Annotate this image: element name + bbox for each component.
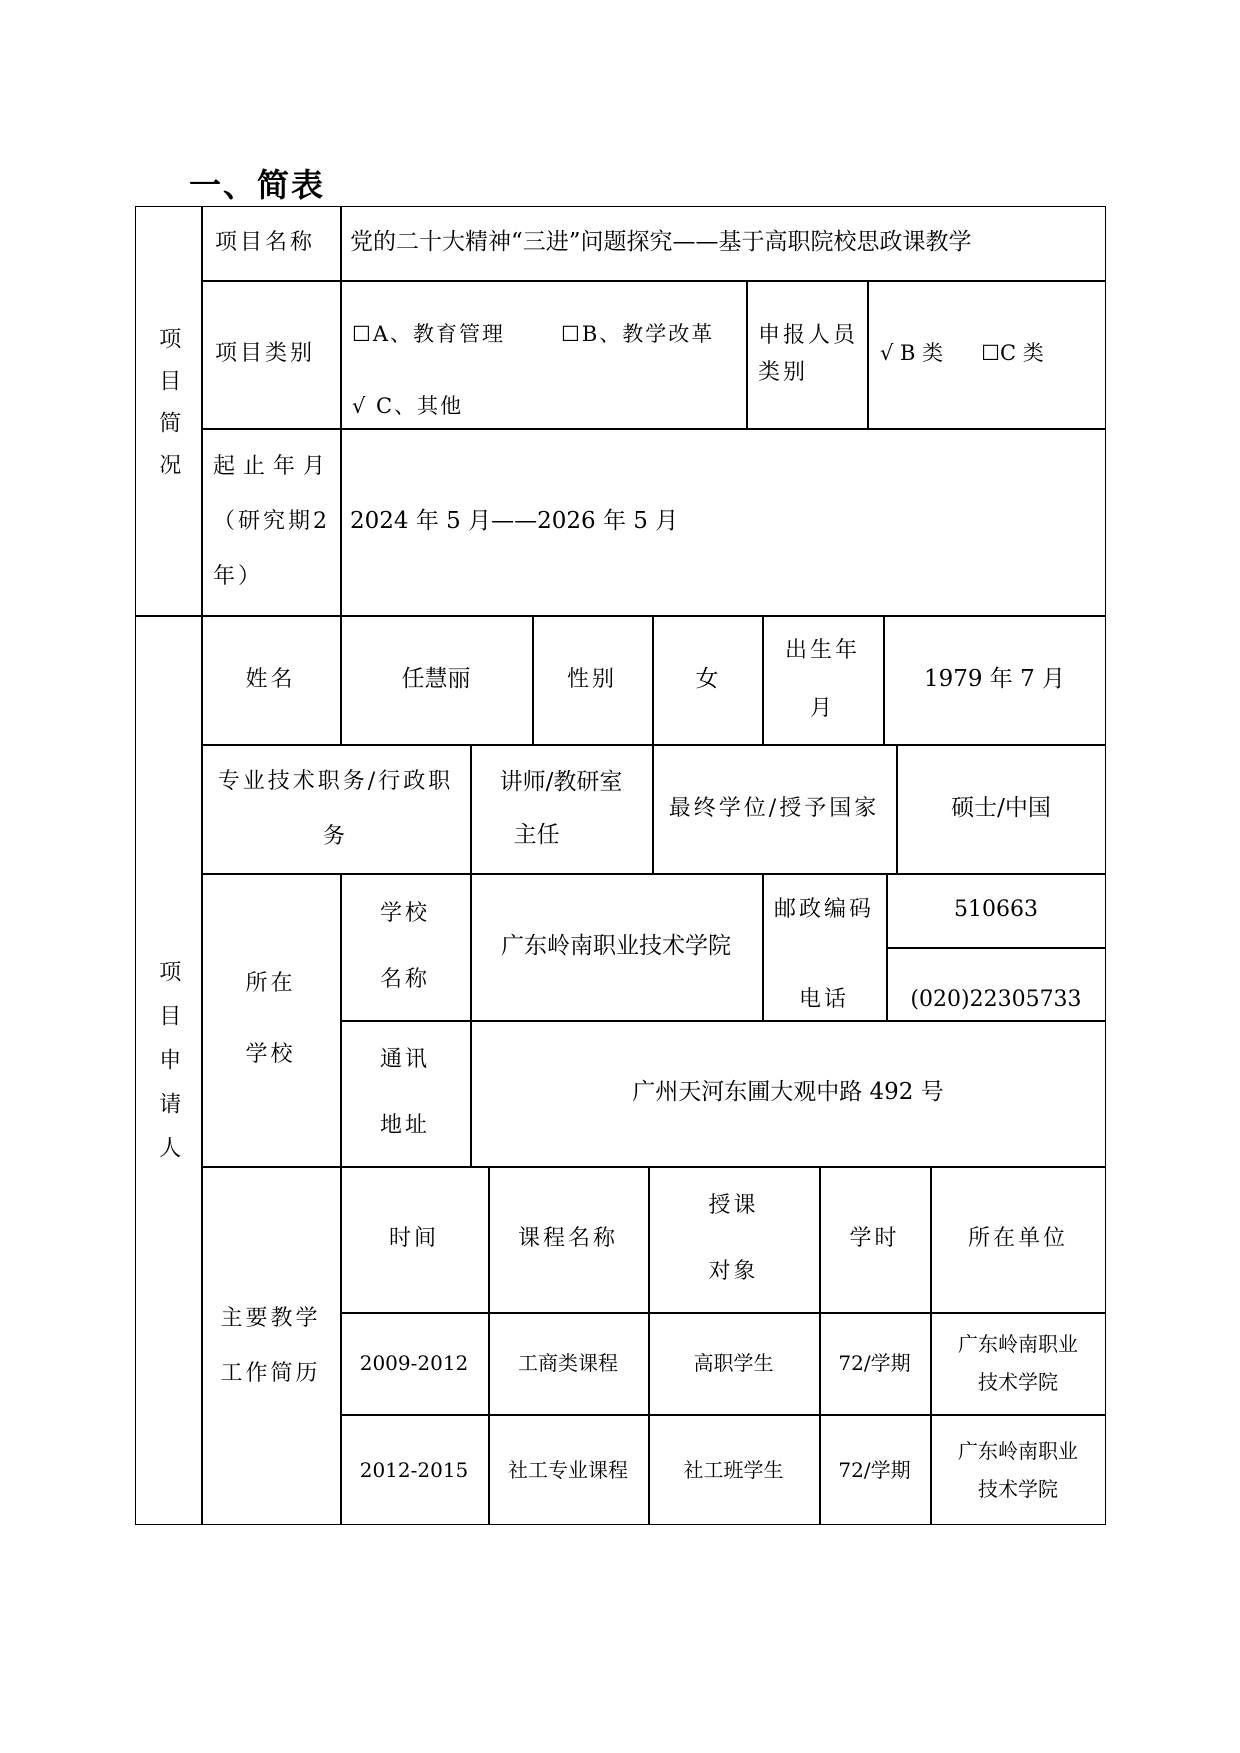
teaching-header-unit: 所在单位 — [967, 1226, 1068, 1252]
project-name-label: 项目名称 — [215, 230, 316, 256]
teaching-row-2-audience: 社工班学生 — [683, 1457, 784, 1482]
teaching-row-1-hours: 72/学期 — [838, 1351, 911, 1375]
teaching-header-course: 课程名称 — [517, 1226, 618, 1252]
divider — [340, 206, 342, 616]
teaching-row-1-audience: 高职学生 — [693, 1351, 774, 1375]
degree-label: 最终学位/授予国家 — [668, 795, 880, 821]
postcode-value: 510663 — [954, 897, 1038, 923]
professional-title-value: 讲师/教研室 主任 — [499, 768, 623, 848]
teaching-header-time: 时间 — [388, 1226, 439, 1252]
section-heading: 一、简表 — [189, 166, 326, 204]
applicant-name-value: 任慧丽 — [401, 665, 471, 692]
project-name-value: 党的二十大精神“三进”问题探究——基于高职院校思政课教学 — [350, 229, 972, 256]
school-name-label: 学校 名称 — [379, 900, 430, 992]
address-value: 广州天河东圃大观中路 492 号 — [632, 1079, 944, 1106]
school-name-value: 广东岭南职业技术学院 — [501, 932, 731, 959]
category-option-b[interactable]: ☐B、教学改革 — [561, 322, 715, 346]
address-label: 通讯 地址 — [379, 1047, 430, 1138]
teaching-row-2-unit: 广东岭南职业 技术学院 — [958, 1438, 1078, 1501]
postcode-label: 邮政编码 — [773, 897, 874, 923]
divider — [746, 280, 748, 428]
category-option-a[interactable]: ☐A、教育管理 — [352, 322, 505, 346]
phone-value: (020)22305733 — [910, 986, 1082, 1012]
teaching-row-2-hours: 72/学期 — [838, 1457, 911, 1482]
applicant-type-b-option[interactable]: √ B 类 — [880, 341, 944, 366]
period-label: 起止年月 （研究期2 年） — [213, 454, 334, 589]
birth-label: 出生年 月 — [784, 638, 860, 721]
period-value: 2024 年 5 月——2026 年 5 月 — [350, 507, 679, 534]
phone-label: 电话 — [798, 986, 849, 1012]
teaching-row-1-course: 工商类课程 — [518, 1351, 618, 1375]
birth-value: 1979 年 7 月 — [923, 665, 1066, 692]
teaching-header-audience: 授课 对象 — [708, 1193, 759, 1284]
teaching-header-hours: 学时 — [849, 1226, 900, 1252]
teaching-row-2-course: 社工专业课程 — [508, 1457, 628, 1482]
applicant-name-label: 姓名 — [245, 666, 296, 692]
teaching-row-2-time: 2012-2015 — [359, 1457, 469, 1482]
category-option-c[interactable]: √ C、其他 — [352, 394, 464, 418]
applicant-type-c-option[interactable]: ☐C 类 — [981, 341, 1044, 366]
gender-value: 女 — [695, 665, 719, 692]
section-label-project-overview: 项目简况 — [155, 326, 181, 495]
section-label-applicant: 项目申请人 — [155, 960, 181, 1180]
teaching-history-label: 主要教学 工作简历 — [220, 1305, 321, 1386]
applicant-type-options — [880, 280, 1106, 428]
professional-title-label: 专业技术职务/行政职 务 — [217, 768, 454, 849]
gender-label: 性别 — [566, 666, 617, 692]
degree-value: 硕士/中国 — [951, 794, 1051, 821]
divider — [867, 280, 869, 428]
applicant-type-label: 申报人员 类别 — [758, 322, 859, 385]
project-category-label: 项目类别 — [215, 341, 316, 367]
teaching-row-1-unit: 广东岭南职业 技术学院 — [958, 1332, 1078, 1394]
school-label: 所在 学校 — [245, 971, 296, 1067]
teaching-row-1-time: 2009-2012 — [359, 1351, 469, 1375]
